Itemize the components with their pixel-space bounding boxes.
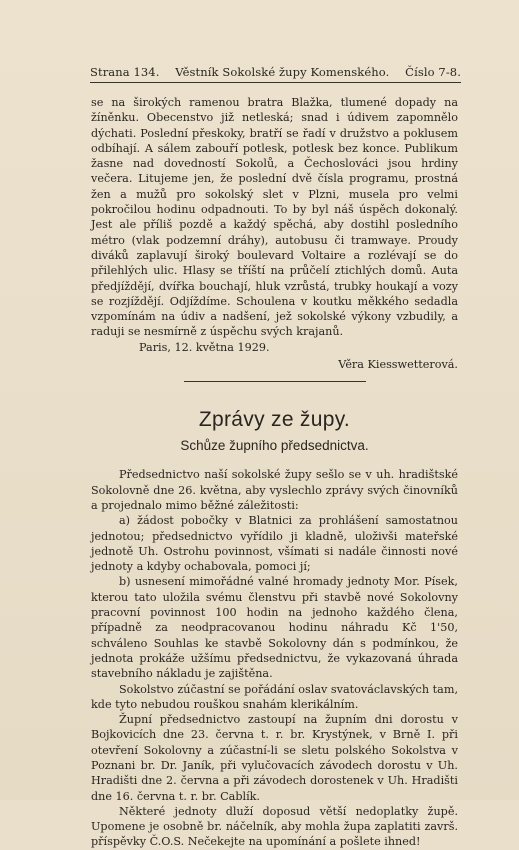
issue-number: Číslo 7-8. — [405, 65, 461, 79]
page-body — [91, 95, 458, 850]
meeting-intro: Předsednictvo naší sokolské župy sešlo se v uh. hradištské Sokolovně dne 26. května, aby vyslechlo zprávy svých činovníků a projednalo mimo běžné záležitosti: — [91, 468, 458, 512]
article-date: Paris, 12. května 1929. — [139, 340, 270, 354]
running-header — [90, 65, 461, 83]
article-continuation: se na širokých ramenou bratra Blažka, tlumené dopady na žíněnku. Obecenstvo již netleská; snad i údivem zapomnělo dýchati. Poslední přeskoky, bratří se řadí v družstvo a poklusem odbíhají. A sálem zabouří potlesk, potlesk bez konce. Publikum žasne nad dovedností Sokolů, a Čechoslováci jsou hrdiny večera. Litujeme jen, že poslední dvě čísla programu, prostná žen a mužů pro sokolský slet v Plzni, musela pro velmi pokročilou hodinu odpadnouti. To by byl náš úspěch dokonalý. Jest ale příliš pozdě a každý spěchá, aby dostihl posledního métro (vlak podzemní dráhy), autobusu či tramwaye. Proudy diváků zaplavují široký boulevard Voltaire a rozlévají se do přilehlých ulic. Hlasy se tříští na průčelí ztichlých domů. Auta předjíždějí, dvířka bouchají, hluk vzrůstá, trubky houkají a vozy se rozjíždějí. Odjíždíme. Schoulena v koutku měkkého sedadla vzpomínám na údiv a nadšení, jež sokolské výkony vzbudily, a raduji se nesmírně z úspěchu svých krajanů. — [91, 96, 458, 339]
paragraph-zupni: Župní předsednictvo zastoupí na župním dni dorostu v Bojkovicích dne 23. června t. r. br. Krystýnek, v Brně I. při otevření Sokolovny a zúčastní-li se sletu polského Sokolstva v Poznani br. Dr. Janík, při vylučovacích závodech dorostu v Uh. Hradišti dne 2. června a při závodech dorostenek v Uh. Hradišti dne 16. června t. r. br. Cablík. — [91, 713, 458, 803]
meeting-item-b: b) usnesení mimořádné valné hromady jednoty Mor. Písek, kterou tato uložila svému členstvu při stavbě nové Sokolovny pracovní povinnost 100 hodin na jednoho každého člena, případně za neodpracovanou hodinu náhradu Kč 1'50, schváleno Souhlas ke stavbě Sokolovny dán s podmínkou, že jednota prokáže užšímu předsednictvu, že vykazovaná úhrada stavebního nákladu je zajištěna. — [91, 575, 458, 681]
journal-title: Věstník Sokolské župy Komenského. — [175, 65, 390, 79]
page-number: Strana 134. — [90, 65, 160, 79]
section-subtitle: Schůze župního předsednictva. — [180, 438, 369, 454]
section-title: Zprávy ze župy. — [198, 408, 351, 432]
paragraph-nektere: Některé jednoty dluží doposud větší nedoplatky župě. Upomene je osobně br. náčelník, aby mohla župa zaplatiti završ. příspěvky Č.O.S. Nečekejte na upomínání a pošlete ihned! — [91, 804, 458, 849]
meeting-item-a: a) žádost pobočky v Blatnici za prohlášení samostatnou jednotou; předsednictvo vyřídilo ji kladně, uloživši mateřské jednotě Uh. Ostrohu povinnost, všímati si nadále činnosti nové jednoty a kdyby ochabovala, pomoci jí; — [91, 514, 458, 574]
section-divider — [184, 381, 366, 382]
paragraph-sokolstvo: Sokolstvo zúčastní se pořádání oslav svatováclavských tam, kde tyto nebudou rouškou snahám klerikálním. — [91, 682, 458, 711]
article-signature: Věra Kiesswetterová. — [338, 358, 458, 372]
